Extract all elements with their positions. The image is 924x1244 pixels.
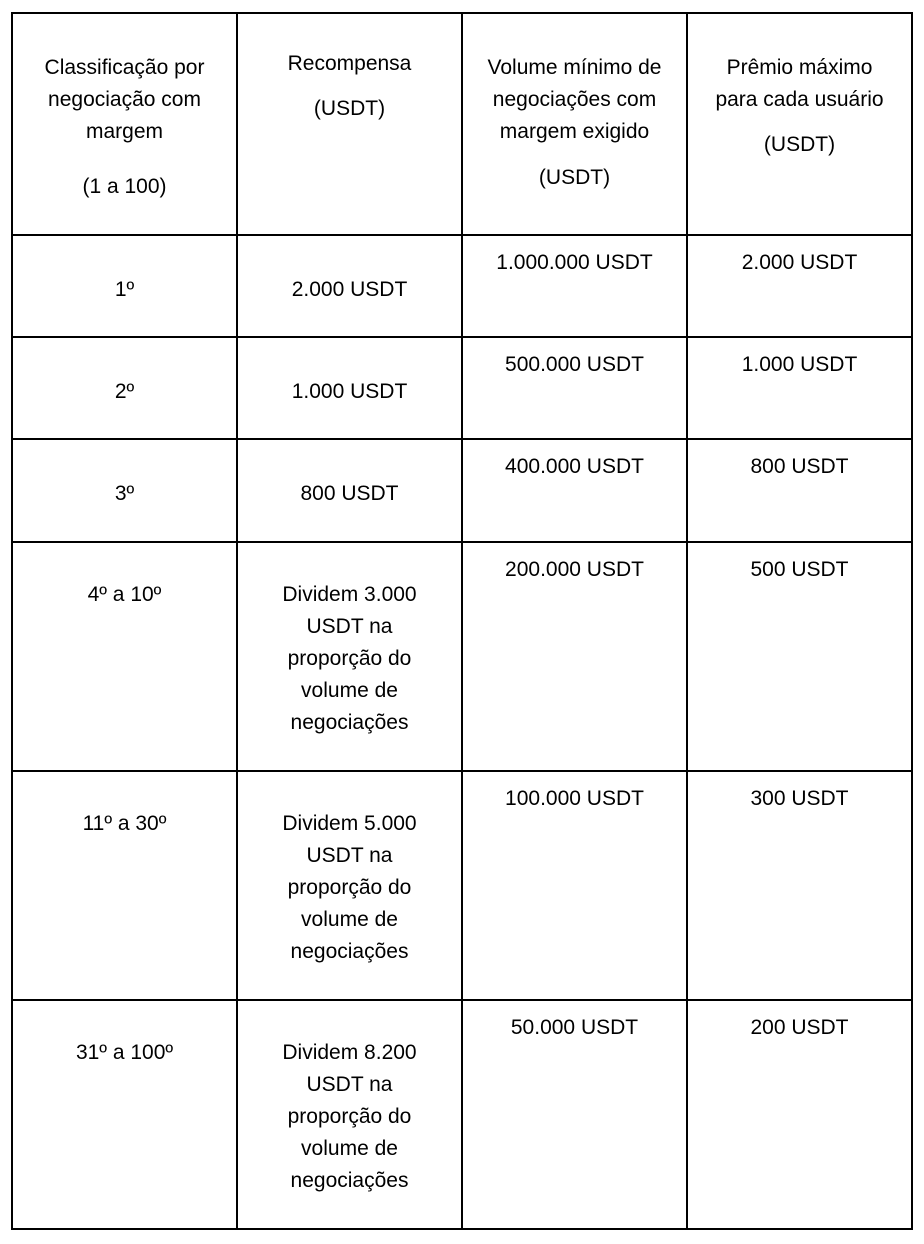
header-rank-line: negociação com [48,88,201,111]
header-reward [237,13,462,235]
max-prize-value: 200 USDT [750,1016,849,1039]
reward-line: proporção do [287,647,412,670]
table-row [12,1000,912,1229]
min-volume-value: 500.000 USDT [505,353,644,376]
rank-cell [12,771,237,1000]
reward-line: proporção do [287,1105,412,1128]
reward-cell [237,1000,462,1229]
reward-line: USDT na [306,615,393,638]
header-max-prize-unit: (USDT) [763,133,836,156]
header-rank-range: (1 a 100) [82,175,167,198]
table-row [12,337,912,439]
max-prize-cell [687,337,912,439]
header-max-prize-line: Prêmio máximo [726,56,873,79]
header-reward-unit: (USDT) [313,97,386,120]
max-prize-value: 800 USDT [750,455,849,478]
rank-value: 3º [114,482,135,505]
table-row [12,439,912,542]
header-min-volume-unit: (USDT) [538,166,611,189]
header-reward-line: Recompensa [287,52,412,75]
table-header-row [12,13,912,235]
header-rank-line: margem [85,120,164,143]
reward-cell [237,439,462,542]
reward-value: 2.000 USDT [291,278,408,301]
max-prize-value: 1.000 USDT [741,353,858,376]
reward-line: USDT na [306,1073,393,1096]
min-volume-value: 100.000 USDT [505,787,644,810]
table-row [12,542,912,771]
reward-line: volume de [301,679,398,702]
min-volume-value: 1.000.000 USDT [496,251,653,274]
reward-value: 800 USDT [300,482,399,505]
header-rank [12,13,237,235]
min-volume-value: 50.000 USDT [510,1016,639,1039]
rank-cell [12,439,237,542]
max-prize-value: 2.000 USDT [741,251,858,274]
rank-value: 2º [114,380,135,403]
reward-cell [237,771,462,1000]
min-volume-cell [462,1000,687,1229]
header-min-volume-line: margem exigido [499,120,650,143]
rank-cell [12,542,237,771]
max-prize-cell [687,542,912,771]
max-prize-cell [687,1000,912,1229]
reward-line: volume de [301,908,398,931]
min-volume-cell [462,235,687,337]
reward-line: volume de [301,1137,398,1160]
reward-line: Dividem 3.000 [282,583,417,606]
reward-cell [237,542,462,771]
table-row [12,235,912,337]
reward-cell [237,235,462,337]
rank-cell [12,1000,237,1229]
min-volume-cell [462,542,687,771]
max-prize-cell [687,235,912,337]
min-volume-cell [462,439,687,542]
min-volume-cell [462,771,687,1000]
rank-value: 11º a 30º [82,812,167,835]
reward-cell [237,337,462,439]
max-prize-cell [687,439,912,542]
rank-cell [12,337,237,439]
header-max-prize-line: para cada usuário [715,88,884,111]
header-rank-line: Classificação por [44,56,205,79]
reward-line: Dividem 8.200 [282,1041,417,1064]
rank-cell [12,235,237,337]
rank-value: 31º a 100º [75,1041,174,1064]
min-volume-value: 200.000 USDT [505,558,644,581]
rank-value: 4º a 10º [87,583,162,606]
max-prize-cell [687,771,912,1000]
reward-line: negociações [290,1169,409,1192]
reward-line: negociações [290,940,409,963]
reward-line: proporção do [287,876,412,899]
reward-ranking-table [11,12,913,1230]
min-volume-value: 400.000 USDT [505,455,644,478]
header-max-prize [687,13,912,235]
table-row [12,771,912,1000]
max-prize-value: 500 USDT [750,558,849,581]
reward-value: 1.000 USDT [291,380,408,403]
reward-line: Dividem 5.000 [282,812,417,835]
rank-value: 1º [114,278,135,301]
header-min-volume-line: negociações com [492,88,657,111]
max-prize-value: 300 USDT [750,787,849,810]
min-volume-cell [462,337,687,439]
reward-line: USDT na [306,844,393,867]
header-min-volume-line: Volume mínimo de [487,56,662,79]
header-min-volume [462,13,687,235]
reward-line: negociações [290,711,409,734]
